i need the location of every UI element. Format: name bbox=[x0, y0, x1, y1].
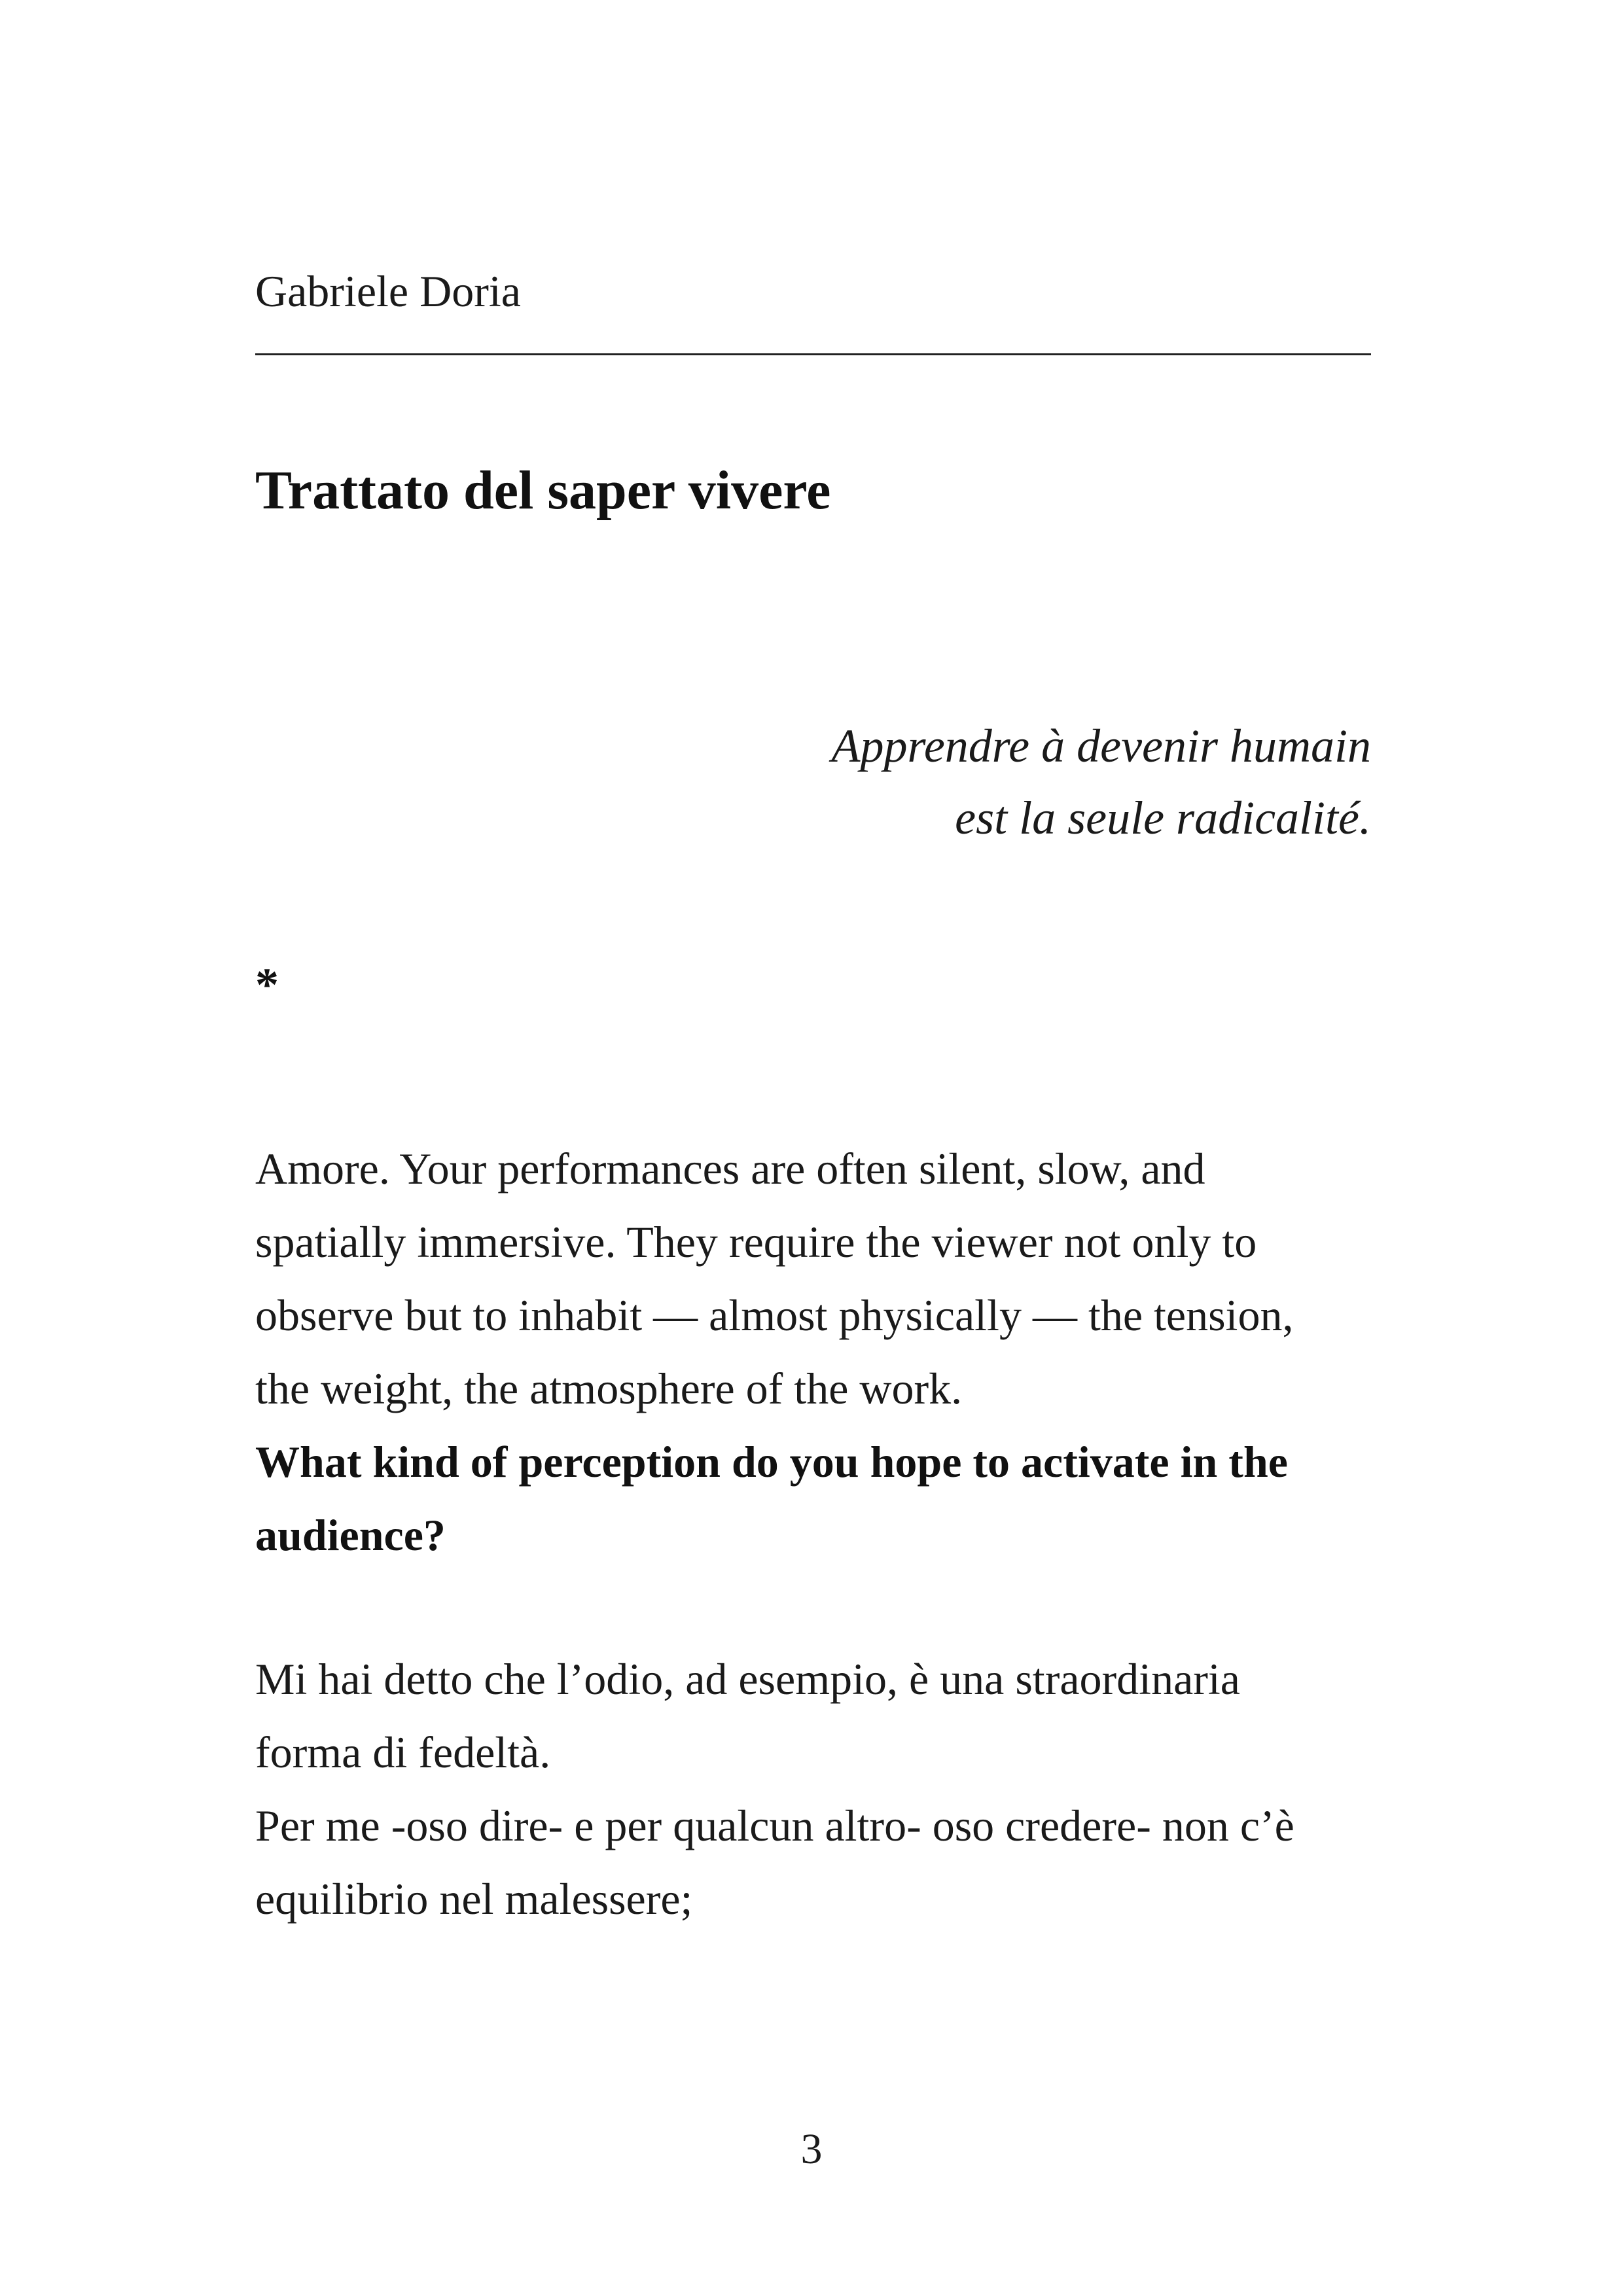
section-separator: * bbox=[255, 959, 279, 1011]
paragraph-line: spatially immersive. They require the viewer not only to bbox=[255, 1217, 1257, 1267]
question-paragraph bbox=[255, 1132, 1381, 1572]
question-line: What kind of perception do you hope to activate in the bbox=[255, 1437, 1288, 1487]
epigraph bbox=[832, 710, 1371, 854]
paragraph-line: the weight, the atmosphere of the work. bbox=[255, 1364, 963, 1413]
document-title: Trattato del saper vivere bbox=[255, 460, 831, 521]
paragraph-line: Mi hai detto che l’odio, ad esempio, è una straordinaria bbox=[255, 1654, 1240, 1704]
page-number: 3 bbox=[800, 2125, 823, 2173]
paragraph-line: Per me -oso dire- e per qualcun altro- oso credere- non c’è bbox=[255, 1801, 1294, 1850]
running-header-author: Gabriele Doria bbox=[255, 266, 521, 316]
paragraph-line: Amore. Your performances are often silent, slow, and bbox=[255, 1144, 1205, 1193]
header-rule bbox=[255, 353, 1371, 355]
answer-paragraph bbox=[255, 1642, 1381, 1935]
epigraph-line: est la seule radicalité. bbox=[955, 792, 1371, 844]
paragraph-line: observe but to inhabit — almost physically — the tension, bbox=[255, 1290, 1294, 1340]
epigraph-line: Apprendre à devenir humain bbox=[831, 720, 1371, 772]
paragraph-line: equilibrio nel malessere; bbox=[255, 1874, 693, 1924]
question-line: audience? bbox=[255, 1510, 446, 1560]
paragraph-line: forma di fedeltà. bbox=[255, 1727, 551, 1777]
